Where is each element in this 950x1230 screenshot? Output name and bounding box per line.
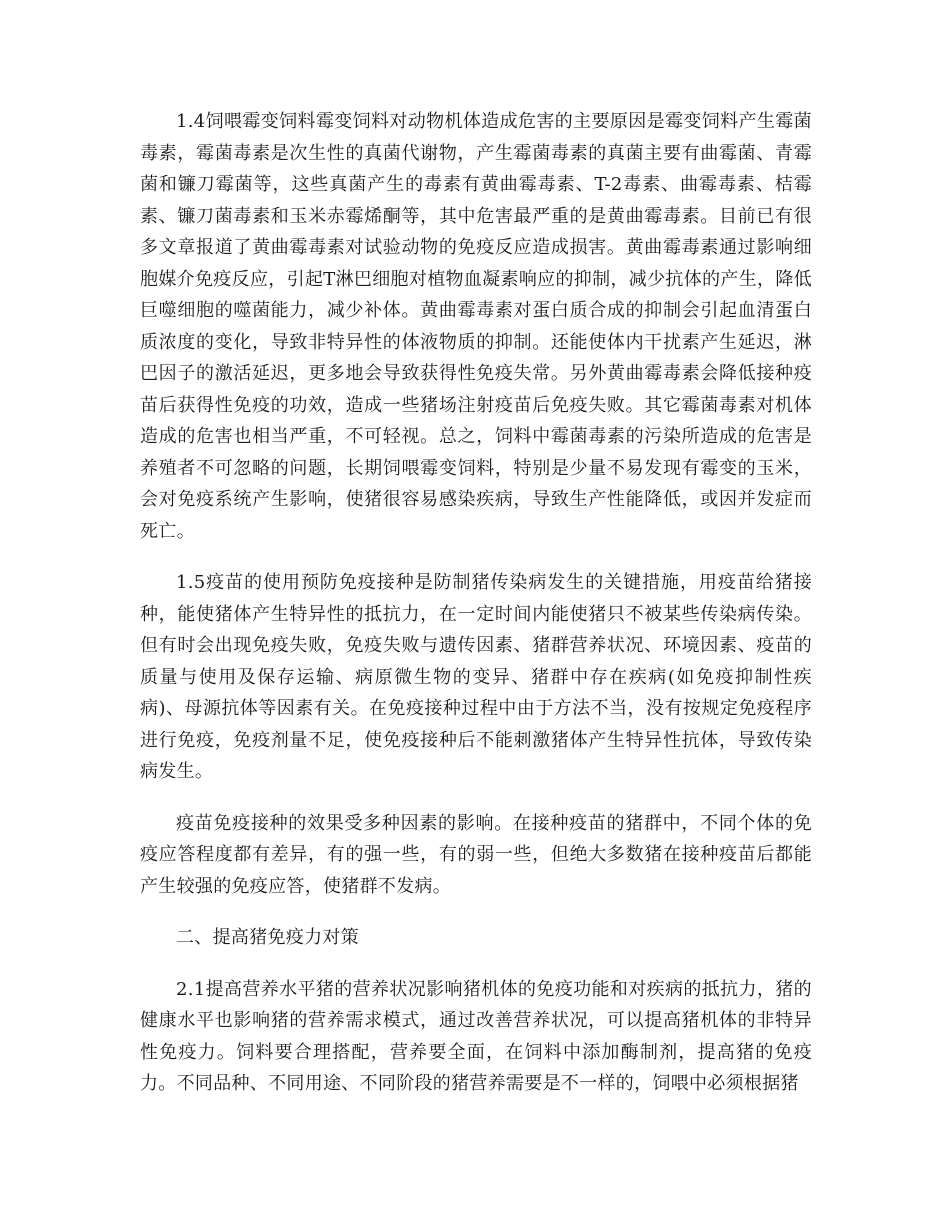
document-body — [140, 106, 812, 1120]
paragraph-nutrition: 2.1提高营养水平猪的营养状况影响猪机体的免疫功能和对疾病的抵抗力，猪的健康水平也影响猪的营养需求模式，通过改善营养状况，可以提高猪机体的非特异性免疫力。饲料要合理搭配，营养要全面，在饲料中添加酶制剂，提高猪的免疫力。不同品种、不同用途、不同阶段的猪营养需要是不一样的，饲喂中必须根据猪 — [140, 978, 812, 1094]
paragraph-vaccine-effect: 疫苗免疫接种的效果受多种因素的影响。在接种疫苗的猪群中，不同个体的免疫应答程度都有差异，有的强一些，有的弱一些，但绝大多数猪在接种疫苗后都能产生较强的免疫应答，使猪群不发病。 — [140, 812, 812, 897]
paragraph-vaccine-use: 1.5疫苗的使用预防免疫接种是防制猪传染病发生的关键措施，用疫苗给猪接种，能使猪体产生特异性的抵抗力，在一定时间内能使猪只不被某些传染病传染。但有时会出现免疫失败，免疫失败与遗传因素、猪群营养状况、环境因素、疫苗的质量与使用及保存运输、病原微生物的变异、猪群中存在疾病(如免疫抑制性疾病)、母源抗体等因素有关。在免疫接种过程中由于方法不当，没有按规定免疫程序进行免疫，免疫剂量不足，使免疫接种后不能刺激猪体产生特异性抗体，导致传染病发生。 — [140, 572, 812, 782]
section-heading: 二、提高猪免疫力对策 — [176, 927, 359, 948]
paragraph-moldy-feed: 1.4饲喂霉变饲料霉变饲料对动物机体造成危害的主要原因是霉变饲料产生霉菌毒素，霉菌毒素是次生性的真菌代谢物，产生霉菌毒素的真菌主要有曲霉菌、青霉菌和镰刀霉菌等，这些真菌产生的毒素有黄曲霉毒素、T-2毒素、曲霉毒素、桔霉素、镰刀菌毒素和玉米赤霉烯酮等，其中危害最严重的是黄曲霉毒素。目前已有很多文章报道了黄曲霉毒素对试验动物的免疫反应造成损害。黄曲霉毒素通过影响细胞媒介免疫反应，引起T淋巴细胞对植物血凝素响应的抑制，减少抗体的产生，降低巨噬细胞的噬菌能力，减少补体。黄曲霉毒素对蛋白质合成的抑制会引起血清蛋白质浓度的变化，导致非特异性的体液物质的抑制。还能使体内干扰素产生延迟，淋巴因子的激活延迟，更多地会导致获得性免疫失常。另外黄曲霉毒素会降低接种疫苗后获得性免疫的功效，造成一些猪场注射疫苗后免疫失败。其它霉菌毒素对机体造成的危害也相当严重，不可轻视。总之，饲料中霉菌毒素的污染所造成的危害是养殖者不可忽略的问题，长期饲喂霉变饲料，特别是少量不易发现有霉变的玉米，会对免疫系统产生影响，使猪很容易感染疾病，导致生产性能降低，或因并发症而死亡。 — [140, 111, 812, 542]
